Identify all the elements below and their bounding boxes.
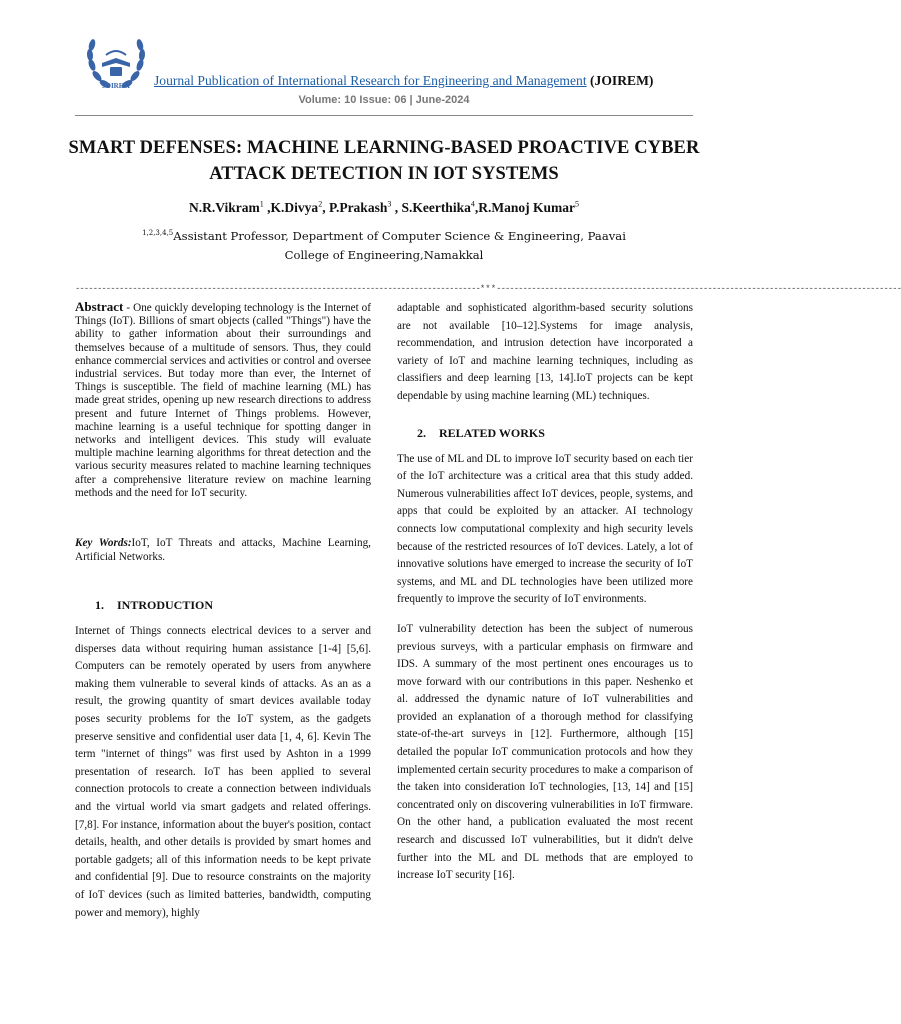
logo-wordmark: JOIREM xyxy=(102,82,130,90)
abstract-text: - One quickly developing technology is the Internet of Things (IoT). Billions of smart objects (called "Things") have the ability to gather information about their surroundings and themselves because of a multitude of sensors. Thus, they could enhance commercial services and activities or control and oversee industrial services. But today more than ever, the Internet of Things is susceptible. The field of machine learning (ML) has made great strides, opening up new research directions to address present and future Internet of Things problems. However, machine learning is a useful technique for spotting danger in networks and intelligent devices. This study will evaluate multiple machine learning algorithms for threat detection and the various security measures related to machine learning techniques after a comprehensive literature review on machine learning methods and the need for IoT security. xyxy=(75,302,371,499)
author-2: K.Divya$^2$, xyxy=(270,199,329,215)
affiliation-marks: 1,2,3,4,5 xyxy=(142,229,174,237)
separator-mark: *** xyxy=(479,284,497,294)
keywords-label: Key Words: xyxy=(75,537,132,550)
paper-title: SMART DEFENSES: MACHINE LEARNING-BASED PROACTIVE CYBER ATTACK DETECTION IN IOT SYSTEMS xyxy=(68,138,700,184)
joirem-logo xyxy=(80,25,152,97)
journal-abbreviation: (JOIREM) xyxy=(590,73,654,88)
header-divider xyxy=(75,115,693,116)
affiliation-text: Assistant Professor, Department of Computer Science & Engineering, Paavai College of Engineering,Namakkal xyxy=(173,228,626,262)
keywords-text: IoT, IoT Threats and attacks, Machine Learning, Artificial Networks. xyxy=(75,537,371,564)
introduction-continued: adaptable and sophisticated algorithm-based security solutions are not available [10–12].Systems for image analysis, recommendation, and intrusion detection have incorporated a variety of IoT and machine learning techniques, including as classifiers and deep learning [13, 14].IoT projects can be kept dependable by using machine learning (ML) techniques. xyxy=(397,302,693,402)
author-list xyxy=(0,199,768,216)
related-works-paragraph-2: IoT vulnerability detection has been the subject of numerous previous surveys, with a particular emphasis on firmware and IDS. A summary of the most pertinent ones encourages us to move forward with our contributions in this paper. Neshenko et al. addressed the dynamic nature of IoT vulnerabilities and provided an explanation of a thorough method for classifying state-of-the-art surveys in [12]. Furthermore, although [15] detailed the popular IoT communication protocols and how they implemented certain security procedures to make a comparison of the taken into consideration IoT technologies, [13, 14] and [15] concentrated only on discovering vulnerabilities in IoT firmware. On the other hand, a publication evaluated the most recent research and discussed IoT vulnerabilities, but it didn't delve further into the ML and DL methods that are employed to increase IoT security [16]. xyxy=(397,622,693,882)
author-5: R.Manoj Kumar$^5$ xyxy=(478,199,579,215)
keywords xyxy=(75,536,371,564)
page-bottom-margin xyxy=(0,964,768,1024)
author-affiliation xyxy=(120,224,648,265)
abstract-label: Abstract xyxy=(75,299,124,314)
author-4: S.Keerthika$^4$, xyxy=(401,199,479,215)
author-3: P.Prakash$^3$ , xyxy=(328,199,402,215)
related-works-paragraph-1: The use of ML and DL to improve IoT security based on each tier of the IoT architecture was a critical area that this study added. Numerous vulnerabilities affect IoT devices, people, systems, and apps that could be exploited by an attacker. AI technology connects low computational complexity and high security levels because of the restricted resources of IoT devices. Lately, a lot of innovative solutions have emerged to increase the security of IoT systems, and ML and DL technologies have been utilized more frequently to improve the security of IoT environments. xyxy=(397,452,693,606)
section-heading-introduction: 1. INTRODUCTION xyxy=(95,598,214,613)
journal-name-link[interactable]: Journal Publication of International Research for Engineering and Management xyxy=(154,73,587,88)
section-heading-related-works: 2. RELATED WORKS xyxy=(417,425,545,440)
volume-issue-line: Volume: 10 Issue: 06 | June-2024 xyxy=(298,94,470,106)
author-1: N.R.Vikram$^1$ , xyxy=(189,199,271,215)
right-column xyxy=(397,300,693,885)
left-column xyxy=(75,300,371,922)
abstract xyxy=(75,300,371,500)
introduction-paragraph: Internet of Things connects electrical devices to a server and disperses data without requiring human assistance [1-4] [5,6]. Computers can be remotely operated by users from anywhere making them vulnerable to several kinds of attacks. As an as a result, the growing quantity of smart devices available today poses security problems for the IoT system, as the gadgets preserve sensitive and confidential user data [1, 4, 6]. Kevin The term "internet of things" was first used by Ashton in a 1999 presentation of research. IoT has been applied to several connection protocols to create a connection between individuals and the virtual world via smart gadgets and related offerings. [7,8]. For instance, information about the buyer's position, contact details, health, and other details is provided by smart homes and portable gadgets; all of this information needs to be kept private and confidential [9]. Due to resource constraints on the majority of IoT devices (such as limited batteries, bandwidth, computing power and memory), highly xyxy=(75,625,371,919)
journal-header xyxy=(154,73,714,89)
section-separator: --------------------------------------------------------------------------------------------***-------------------------------------------------------------------------------------------- xyxy=(75,284,901,294)
